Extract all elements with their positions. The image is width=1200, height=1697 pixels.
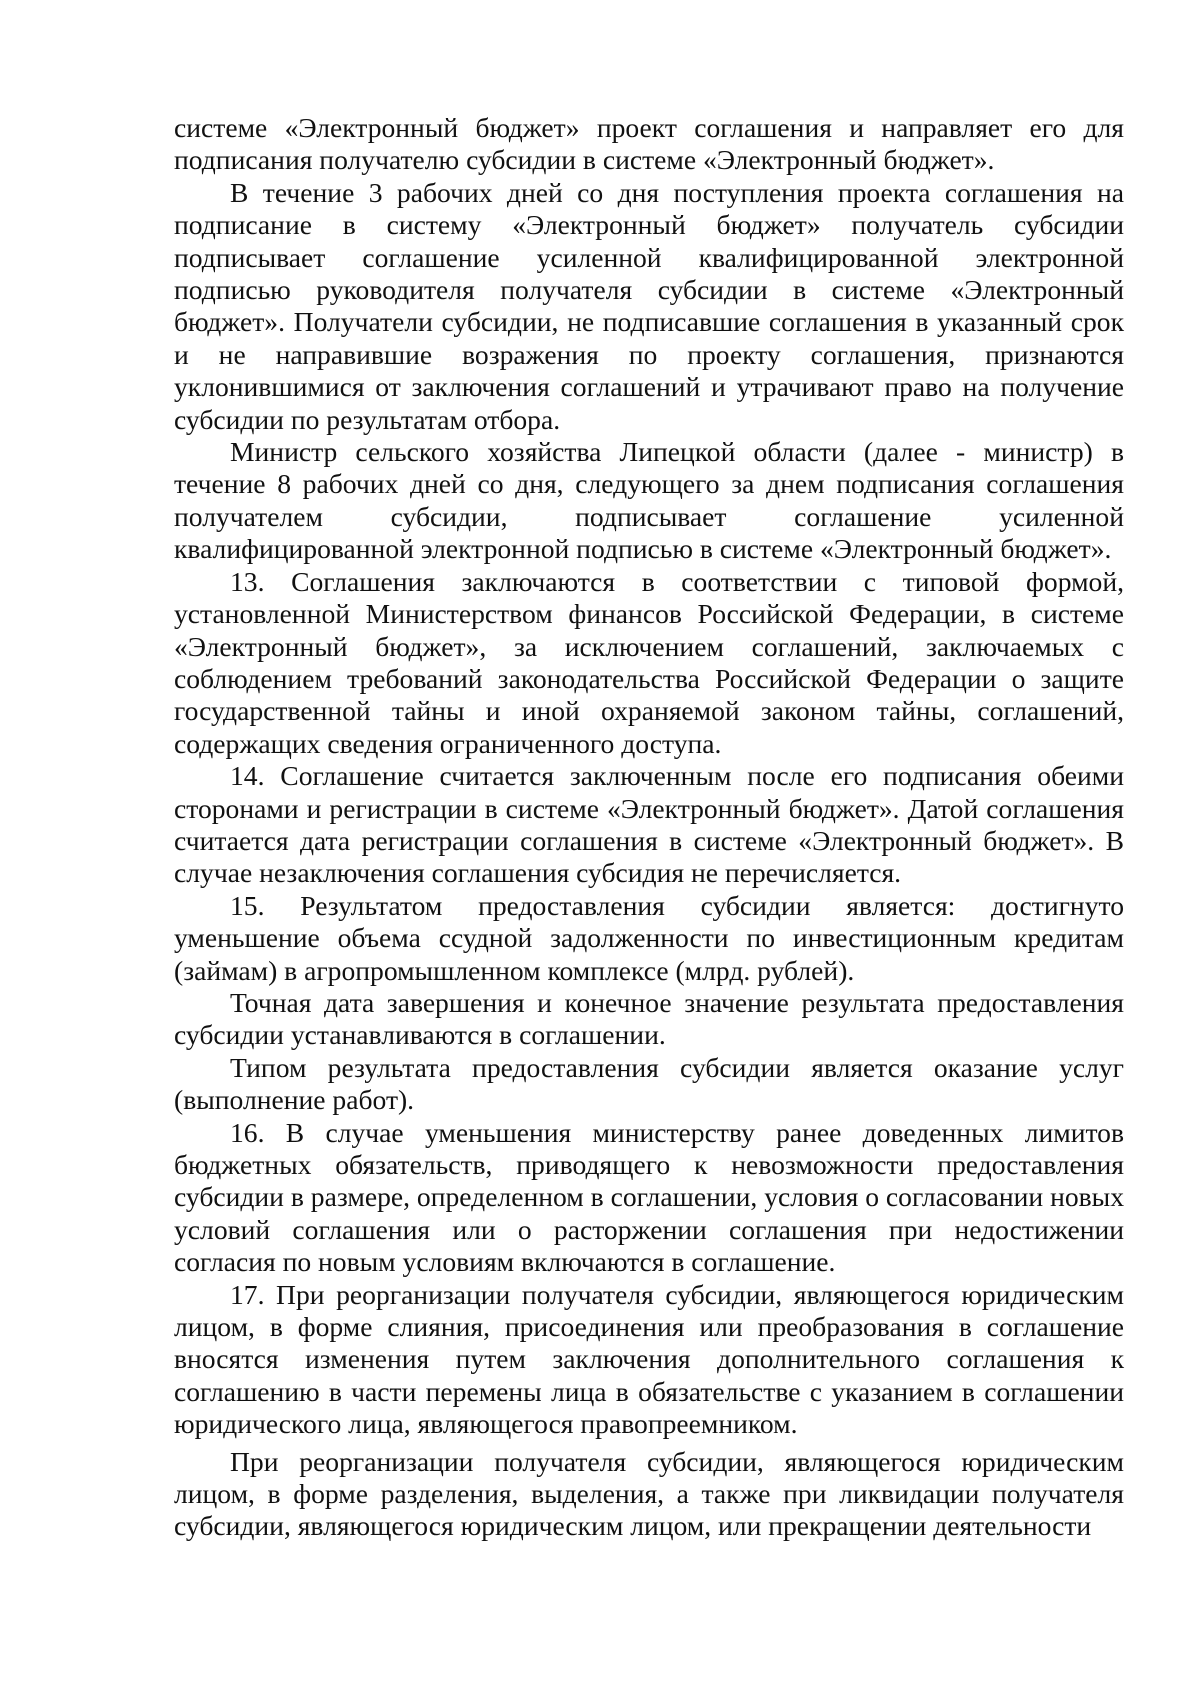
paragraph-13: 13. Соглашения заключаются в соответствии с типовой формой, установленной Министерством финансов Российской Федерации, в системе «Электронный бюджет», за исключением соглашений, заключаемых с соблюдением требований законодательства Российской Федерации о защите государственной тайны и иной охраняемой законом тайны, соглашений, содержащих сведения ограниченного доступа. (174, 565, 1124, 759)
paragraph-16: 16. В случае уменьшения министерству ранее доведенных лимитов бюджетных обязательств, приводящего к невозможности предоставления субсидии в размере, определенном в соглашении, условия о согласовании новых условий соглашения или о расторжении соглашения при недостижении согласия по новым условиям включаются в соглашение. (174, 1116, 1124, 1278)
paragraph-reorganization: При реорганизации получателя субсидии, являющегося юридическим лицом, в форме разделения, выделения, а также при ликвидации получателя субсидии, являющегося юридическим лицом, или прекращении деятельности (174, 1445, 1124, 1542)
paragraph-15: 15. Результатом предоставления субсидии является: достигнуто уменьшение объема ссудной задолженности по инвестиционным кредитам (займам) в агропромышленном комплексе (млрд. рублей). (174, 889, 1124, 986)
paragraph-result-type: Типом результата предоставления субсидии является оказание услуг (выполнение работ). (174, 1051, 1124, 1116)
paragraph-signing-by-recipient: В течение 3 рабочих дней со дня поступления проекта соглашения на подписание в систему «Электронный бюджет» получатель субсидии подписывает соглашение усиленной квалифицированной электронной подписью руководителя получателя субсидии в системе «Электронный бюджет». Получатели субсидии, не подписавшие соглашения в указанный срок и не направившие возражения по проекту соглашения, признаются уклонившимися от заключения соглашений и утрачивают право на получение субсидии по результатам отбора. (174, 176, 1124, 435)
paragraph-17: 17. При реорганизации получателя субсидии, являющегося юридическим лицом, в форме слияния, присоединения или преобразования в соглашение вносятся изменения путем заключения дополнительного соглашения к соглашению в части перемены лица в обязательстве с указанием в соглашении юридического лица, являющегося правопреемником. (174, 1278, 1124, 1440)
paragraph-14: 14. Соглашение считается заключенным после его подписания обеими сторонами и регистрации в системе «Электронный бюджет». Датой соглашения считается дата регистрации соглашения в системе «Электронный бюджет». В случае незаключения соглашения субсидия не перечисляется. (174, 760, 1124, 889)
paragraph-continuation: системе «Электронный бюджет» проект соглашения и направляет его для подписания получателю субсидии в системе «Электронный бюджет». (174, 112, 1124, 176)
paragraph-result-date: Точная дата завершения и конечное значение результата предоставления субсидии устанавливаются в соглашении. (174, 986, 1124, 1051)
document-body (174, 112, 1124, 1543)
paragraph-minister-signing: Министр сельского хозяйства Липецкой области (далее - министр) в течение 8 рабочих дней со дня, следующего за днем подписания соглашения получателем субсидии, подписывает соглашение усиленной квалифицированной электронной подписью в системе «Электронный бюджет». (174, 436, 1124, 565)
